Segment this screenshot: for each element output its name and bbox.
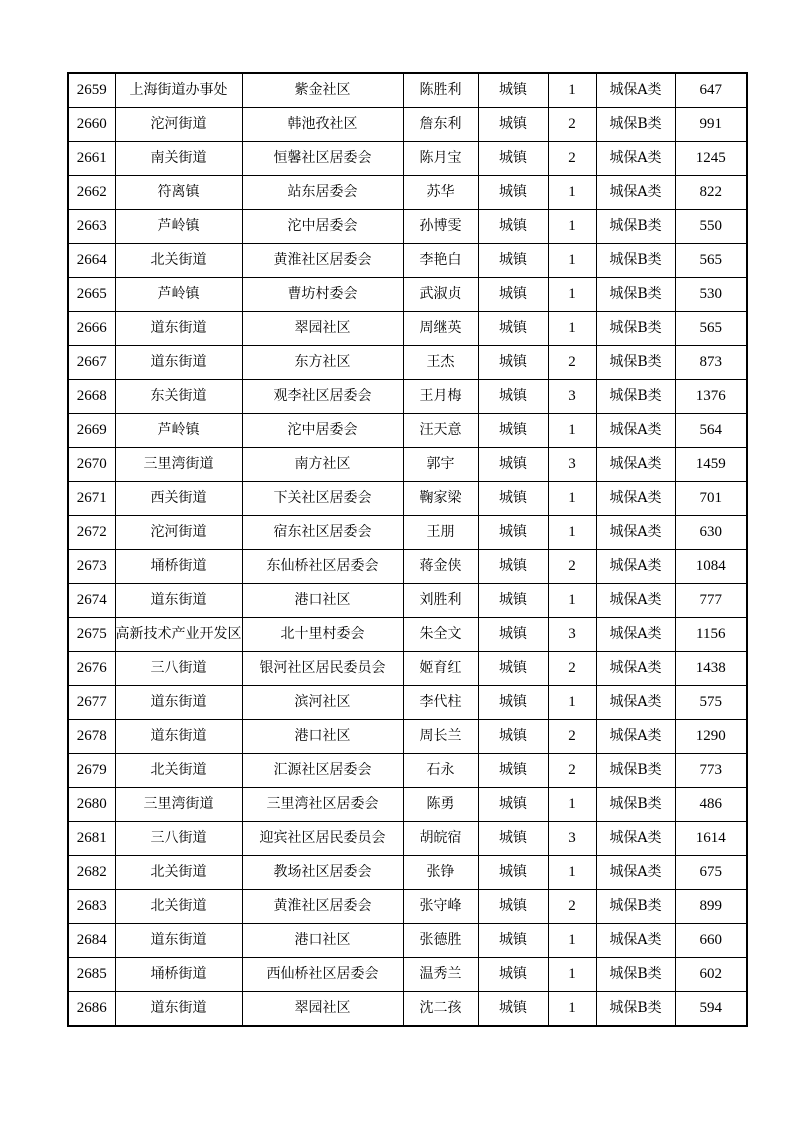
category-cell: 城保A类 [596,856,675,890]
area-type-cell: 城镇 [478,482,548,516]
row-number-cell: 2667 [68,346,115,380]
table-row [68,856,747,890]
category-cell: 城保A类 [596,482,675,516]
area-type-cell: 城镇 [478,73,548,108]
street-cell: 北关街道 [115,890,242,924]
row-number-cell: 2682 [68,856,115,890]
name-cell: 胡皖宿 [403,822,478,856]
street-cell: 北关街道 [115,244,242,278]
table-row [68,618,747,652]
household-size-cell: 1 [548,414,596,448]
amount-cell: 675 [675,856,747,890]
area-type-cell: 城镇 [478,516,548,550]
row-number-cell: 2684 [68,924,115,958]
street-cell: 道东街道 [115,992,242,1027]
street-cell: 道东街道 [115,924,242,958]
amount-cell: 1438 [675,652,747,686]
amount-cell: 873 [675,346,747,380]
name-cell: 陈勇 [403,788,478,822]
household-size-cell: 2 [548,652,596,686]
area-type-cell: 城镇 [478,924,548,958]
amount-cell: 602 [675,958,747,992]
household-size-cell: 2 [548,142,596,176]
name-cell: 王杰 [403,346,478,380]
category-cell: 城保B类 [596,958,675,992]
row-number-cell: 2666 [68,312,115,346]
category-cell: 城保B类 [596,108,675,142]
table-body [68,73,747,1026]
amount-cell: 1156 [675,618,747,652]
amount-cell: 486 [675,788,747,822]
category-cell: 城保B类 [596,788,675,822]
amount-cell: 991 [675,108,747,142]
category-cell: 城保B类 [596,890,675,924]
row-number-cell: 2675 [68,618,115,652]
household-size-cell: 2 [548,890,596,924]
household-size-cell: 2 [548,754,596,788]
category-cell: 城保B类 [596,210,675,244]
name-cell: 姬育红 [403,652,478,686]
row-number-cell: 2681 [68,822,115,856]
table-row [68,720,747,754]
table-row [68,278,747,312]
table-row [68,890,747,924]
name-cell: 陈胜利 [403,73,478,108]
row-number-cell: 2660 [68,108,115,142]
amount-cell: 1084 [675,550,747,584]
community-cell: 宿东社区居委会 [242,516,403,550]
community-cell: 港口社区 [242,720,403,754]
table-row [68,312,747,346]
community-cell: 曹坊村委会 [242,278,403,312]
community-cell: 站东居委会 [242,176,403,210]
household-size-cell: 3 [548,618,596,652]
street-cell: 沱河街道 [115,108,242,142]
area-type-cell: 城镇 [478,346,548,380]
category-cell: 城保B类 [596,244,675,278]
table-row [68,448,747,482]
name-cell: 刘胜利 [403,584,478,618]
community-cell: 翠园社区 [242,992,403,1027]
table-row [68,176,747,210]
name-cell: 张守峰 [403,890,478,924]
household-size-cell: 3 [548,822,596,856]
area-type-cell: 城镇 [478,754,548,788]
street-cell: 埇桥街道 [115,958,242,992]
area-type-cell: 城镇 [478,312,548,346]
row-number-cell: 2668 [68,380,115,414]
amount-cell: 630 [675,516,747,550]
street-cell: 道东街道 [115,584,242,618]
street-cell: 道东街道 [115,686,242,720]
table-row [68,482,747,516]
name-cell: 温秀兰 [403,958,478,992]
name-cell: 陈月宝 [403,142,478,176]
household-size-cell: 1 [548,924,596,958]
category-cell: 城保B类 [596,380,675,414]
household-size-cell: 2 [548,346,596,380]
household-size-cell: 1 [548,482,596,516]
row-number-cell: 2678 [68,720,115,754]
amount-cell: 660 [675,924,747,958]
name-cell: 汪天意 [403,414,478,448]
household-size-cell: 1 [548,278,596,312]
household-size-cell: 1 [548,176,596,210]
name-cell: 王月梅 [403,380,478,414]
category-cell: 城保B类 [596,312,675,346]
row-number-cell: 2664 [68,244,115,278]
row-number-cell: 2662 [68,176,115,210]
category-cell: 城保A类 [596,516,675,550]
street-cell: 南关街道 [115,142,242,176]
area-type-cell: 城镇 [478,618,548,652]
household-size-cell: 1 [548,788,596,822]
community-cell: 黄淮社区居委会 [242,890,403,924]
street-cell: 上海街道办事处 [115,73,242,108]
household-size-cell: 1 [548,686,596,720]
row-number-cell: 2671 [68,482,115,516]
category-cell: 城保B类 [596,346,675,380]
area-type-cell: 城镇 [478,822,548,856]
community-cell: 教场社区居委会 [242,856,403,890]
household-size-cell: 1 [548,856,596,890]
area-type-cell: 城镇 [478,720,548,754]
name-cell: 孙博雯 [403,210,478,244]
area-type-cell: 城镇 [478,890,548,924]
area-type-cell: 城镇 [478,244,548,278]
street-cell: 埇桥街道 [115,550,242,584]
area-type-cell: 城镇 [478,176,548,210]
table-row [68,108,747,142]
community-cell: 沱中居委会 [242,414,403,448]
amount-cell: 701 [675,482,747,516]
table-row [68,788,747,822]
table-row [68,550,747,584]
row-number-cell: 2670 [68,448,115,482]
name-cell: 石永 [403,754,478,788]
table-row [68,346,747,380]
name-cell: 苏华 [403,176,478,210]
table-row [68,210,747,244]
table-row [68,754,747,788]
row-number-cell: 2677 [68,686,115,720]
row-number-cell: 2665 [68,278,115,312]
category-cell: 城保A类 [596,618,675,652]
amount-cell: 899 [675,890,747,924]
street-cell: 芦岭镇 [115,278,242,312]
community-cell: 东方社区 [242,346,403,380]
row-number-cell: 2672 [68,516,115,550]
table-row [68,142,747,176]
amount-cell: 565 [675,244,747,278]
street-cell: 三里湾街道 [115,448,242,482]
household-size-cell: 1 [548,244,596,278]
table-row [68,380,747,414]
row-number-cell: 2679 [68,754,115,788]
community-cell: 恒馨社区居委会 [242,142,403,176]
amount-cell: 550 [675,210,747,244]
name-cell: 沈二孩 [403,992,478,1027]
community-cell: 汇源社区居委会 [242,754,403,788]
amount-cell: 575 [675,686,747,720]
name-cell: 李代柱 [403,686,478,720]
community-cell: 沱中居委会 [242,210,403,244]
row-number-cell: 2683 [68,890,115,924]
category-cell: 城保A类 [596,686,675,720]
area-type-cell: 城镇 [478,856,548,890]
table-row [68,244,747,278]
community-cell: 北十里村委会 [242,618,403,652]
amount-cell: 530 [675,278,747,312]
name-cell: 蒋金侠 [403,550,478,584]
name-cell: 张铮 [403,856,478,890]
community-cell: 观李社区居委会 [242,380,403,414]
community-cell: 三里湾社区居委会 [242,788,403,822]
area-type-cell: 城镇 [478,652,548,686]
table-row [68,73,747,108]
amount-cell: 647 [675,73,747,108]
street-cell: 道东街道 [115,346,242,380]
name-cell: 詹东利 [403,108,478,142]
street-cell: 北关街道 [115,856,242,890]
street-cell: 三里湾街道 [115,788,242,822]
community-cell: 迎宾社区居民委员会 [242,822,403,856]
household-size-cell: 2 [548,720,596,754]
amount-cell: 1290 [675,720,747,754]
category-cell: 城保A类 [596,720,675,754]
community-cell: 南方社区 [242,448,403,482]
community-cell: 滨河社区 [242,686,403,720]
area-type-cell: 城镇 [478,958,548,992]
amount-cell: 822 [675,176,747,210]
amount-cell: 777 [675,584,747,618]
amount-cell: 1459 [675,448,747,482]
area-type-cell: 城镇 [478,992,548,1027]
community-cell: 港口社区 [242,584,403,618]
table-row [68,652,747,686]
street-cell: 三八街道 [115,822,242,856]
category-cell: 城保B类 [596,754,675,788]
area-type-cell: 城镇 [478,448,548,482]
area-type-cell: 城镇 [478,210,548,244]
area-type-cell: 城镇 [478,550,548,584]
amount-cell: 1614 [675,822,747,856]
table-row [68,414,747,448]
community-cell: 东仙桥社区居委会 [242,550,403,584]
household-size-cell: 1 [548,958,596,992]
household-size-cell: 1 [548,516,596,550]
row-number-cell: 2659 [68,73,115,108]
street-cell: 北关街道 [115,754,242,788]
street-cell: 道东街道 [115,312,242,346]
area-type-cell: 城镇 [478,380,548,414]
amount-cell: 773 [675,754,747,788]
table-row [68,584,747,618]
street-cell: 芦岭镇 [115,414,242,448]
amount-cell: 1376 [675,380,747,414]
name-cell: 李艳白 [403,244,478,278]
amount-cell: 564 [675,414,747,448]
household-size-cell: 1 [548,73,596,108]
name-cell: 郭宇 [403,448,478,482]
household-size-cell: 2 [548,108,596,142]
category-cell: 城保A类 [596,652,675,686]
area-type-cell: 城镇 [478,584,548,618]
community-cell: 韩池孜社区 [242,108,403,142]
street-cell: 东关街道 [115,380,242,414]
table-row [68,516,747,550]
household-size-cell: 1 [548,584,596,618]
area-type-cell: 城镇 [478,686,548,720]
amount-cell: 594 [675,992,747,1027]
community-cell: 银河社区居民委员会 [242,652,403,686]
community-cell: 西仙桥社区居委会 [242,958,403,992]
amount-cell: 1245 [675,142,747,176]
household-size-cell: 3 [548,448,596,482]
data-table [67,72,748,1027]
street-cell: 高新技术产业开发区 [115,618,242,652]
row-number-cell: 2680 [68,788,115,822]
category-cell: 城保A类 [596,414,675,448]
category-cell: 城保A类 [596,73,675,108]
area-type-cell: 城镇 [478,278,548,312]
household-size-cell: 1 [548,312,596,346]
row-number-cell: 2676 [68,652,115,686]
category-cell: 城保A类 [596,584,675,618]
table-row [68,686,747,720]
row-number-cell: 2663 [68,210,115,244]
name-cell: 王朋 [403,516,478,550]
street-cell: 符离镇 [115,176,242,210]
name-cell: 朱全文 [403,618,478,652]
table-row [68,992,747,1027]
household-size-cell: 1 [548,210,596,244]
community-cell: 港口社区 [242,924,403,958]
name-cell: 张德胜 [403,924,478,958]
name-cell: 周长兰 [403,720,478,754]
name-cell: 武淑贞 [403,278,478,312]
category-cell: 城保A类 [596,822,675,856]
amount-cell: 565 [675,312,747,346]
table-row [68,924,747,958]
name-cell: 周继英 [403,312,478,346]
community-cell: 紫金社区 [242,73,403,108]
category-cell: 城保A类 [596,142,675,176]
community-cell: 翠园社区 [242,312,403,346]
row-number-cell: 2674 [68,584,115,618]
category-cell: 城保A类 [596,924,675,958]
community-cell: 下关社区居委会 [242,482,403,516]
household-size-cell: 1 [548,992,596,1027]
area-type-cell: 城镇 [478,142,548,176]
category-cell: 城保A类 [596,176,675,210]
category-cell: 城保A类 [596,550,675,584]
row-number-cell: 2661 [68,142,115,176]
row-number-cell: 2673 [68,550,115,584]
community-cell: 黄淮社区居委会 [242,244,403,278]
category-cell: 城保B类 [596,278,675,312]
street-cell: 道东街道 [115,720,242,754]
street-cell: 西关街道 [115,482,242,516]
name-cell: 鞠家梁 [403,482,478,516]
row-number-cell: 2686 [68,992,115,1027]
row-number-cell: 2685 [68,958,115,992]
household-size-cell: 2 [548,550,596,584]
row-number-cell: 2669 [68,414,115,448]
category-cell: 城保A类 [596,448,675,482]
area-type-cell: 城镇 [478,108,548,142]
street-cell: 芦岭镇 [115,210,242,244]
table-row [68,958,747,992]
street-cell: 三八街道 [115,652,242,686]
table-row [68,822,747,856]
area-type-cell: 城镇 [478,788,548,822]
street-cell: 沱河街道 [115,516,242,550]
area-type-cell: 城镇 [478,414,548,448]
household-size-cell: 3 [548,380,596,414]
category-cell: 城保B类 [596,992,675,1027]
